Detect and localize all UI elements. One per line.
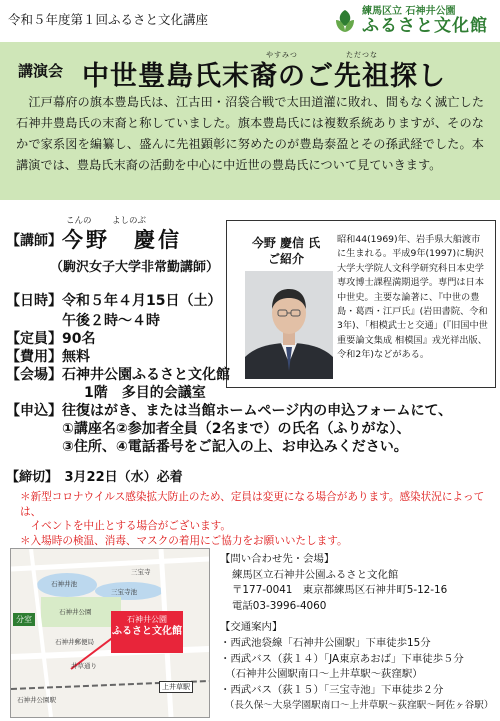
fee-value: 無料 (62, 349, 90, 365)
contact-block (220, 552, 496, 714)
venue-row: 【会場】石神井公園ふるさと文化館 (6, 367, 230, 383)
lecturer-affiliation: （駒沢女子大学非常勤講師） (50, 260, 220, 275)
map-station-label: 上井草駅 (159, 681, 193, 693)
profile-heading: 今野 慶信 氏 ご紹介 (251, 236, 321, 266)
title-ruby-tadatsuna: ただつな (346, 51, 378, 59)
map-label: 石神井郵便局 (55, 638, 94, 646)
lecture-tag: 講演会 (18, 62, 64, 80)
map-label: 石神井池 (51, 580, 77, 588)
access-line: ・西武バス（荻１５）「三宝寺池」下車徒歩２分 (220, 683, 444, 696)
description: 江戸幕府の旗本豊島氏は、江古田・沼袋合戦で太田道灌に敗れ、間もなく滅亡した石神井豊島氏の末裔と称していました。旗本豊島氏には複数系統ありますが、そのなかで家系図を編纂し、盛んに先祖顕彰に努めたのが豊島泰盈とその孫武経でした。本講演では、豊島氏末裔の活動を中心に中近世の豊島氏について見ていきます。 (16, 95, 485, 172)
note-line: イベントを中止とする場合がございます。 (20, 520, 232, 532)
capacity-value: 90名 (62, 331, 96, 347)
map-venue-marker: 石神井公園 ふるさと文化館 (111, 611, 183, 653)
date-row: 【日時】令和５年４月15日（土） (6, 293, 222, 309)
apply-line-3: ③住所、④電話番号をご記入の上、お申込みください。 (62, 439, 408, 455)
map-branch-label: 分室 (13, 613, 35, 626)
contact-phone: 電話03-3996-4060 (232, 599, 327, 612)
access-map (10, 548, 210, 718)
apply-line-2: ①講座名②参加者全員（2名まで）の氏名（ふりがな）、 (62, 421, 411, 437)
lecturer-ruby-family: こんの (66, 216, 92, 226)
deadline: 【締切】 3月22日（水）必着 (6, 470, 183, 485)
notes (20, 490, 490, 548)
brand-name: ふるさと文化館 (362, 16, 488, 36)
event-date: 令和５年４月15日（土） (62, 293, 222, 309)
note-line: ＊入場時の検温、消毒、マスクの着用にご協力をお願いいたします。 (20, 534, 348, 547)
venue-room: 1階 多目的会議室 (84, 385, 206, 401)
map-label: 井草通り (71, 662, 97, 670)
venue-value: 石神井公園ふるさと文化館 (62, 367, 230, 383)
leaf-logo-icon (332, 8, 358, 34)
contact-heading: 【問い合わせ先・会場】 (220, 553, 335, 565)
lecturer-photo (245, 271, 333, 379)
capacity-row: 【定員】90名 (6, 331, 96, 347)
lecturer-ruby-given: よしのぶ (112, 216, 147, 226)
portrait-image (245, 271, 333, 379)
page-title (82, 51, 446, 93)
map-label: 石神井公園駅 (17, 696, 56, 704)
apply-row: 【申込】往復はがき、または当館ホームページ内の申込フォームにて、 (6, 403, 453, 419)
title-text: 中世豊島氏末裔のご先祖探し (82, 61, 446, 92)
map-label: 石神井公園 (59, 608, 92, 616)
event-time: 午後２時～４時 (62, 313, 160, 329)
access-line: ・西武バス（荻１４）「JA東京あおば」下車徒歩５分 (220, 652, 464, 665)
lecturer-name: 今野 慶信 (62, 228, 182, 252)
access-line: （石神井公園駅南口～上井草駅～荻窪駅） (220, 668, 423, 681)
profile-box (226, 220, 496, 388)
contact-address: 〒177-0041 東京都練馬区石神井町5-12-16 (232, 584, 448, 597)
contact-name: 練馬区立石神井公園ふるさと文化館 (232, 568, 399, 581)
access-line: （長久保～大泉学園駅南口～上井草駅～荻窪駅～阿佐ヶ谷駅） (220, 700, 494, 712)
lecturer-label: 【講師】 (6, 233, 62, 249)
museum-logo (332, 6, 488, 36)
fee-row: 【費用】無料 (6, 349, 90, 365)
title-ruby-yasumitsu: やすみつ (266, 51, 298, 59)
brand-subtitle: 練馬区立 石神井公園 (362, 6, 456, 17)
note-line: ＊新型コロナウイルス感染拡大防止のため、定員は変更になる場合があります。感染状況によっては、 (20, 491, 485, 518)
series-title: 令和５年度第１回ふるさと文化講座 (8, 12, 209, 27)
access-line: ・西武池袋線「石神井公園駅」下車徒歩15分 (220, 636, 431, 649)
profile-text: 昭和44(1969)年、岩手県大船渡市に生まれる。平成9年(1997)に駒沢大学大学院人文科学研究科日本史学専攻博士課程満期退学。専門は日本中世史。主要な論著に、『中世の豊島・葛西・江戸氏』(岩田書院、令和3年)、「相模武士と交通」(『旧国中世重要論文集成 相模国』戎光祥出版、令和2年)などがある。 (337, 234, 488, 361)
map-label: 三宝寺 (131, 568, 151, 576)
map-label: 三宝寺池 (111, 588, 137, 596)
access-heading: 【交通案内】 (220, 621, 283, 634)
